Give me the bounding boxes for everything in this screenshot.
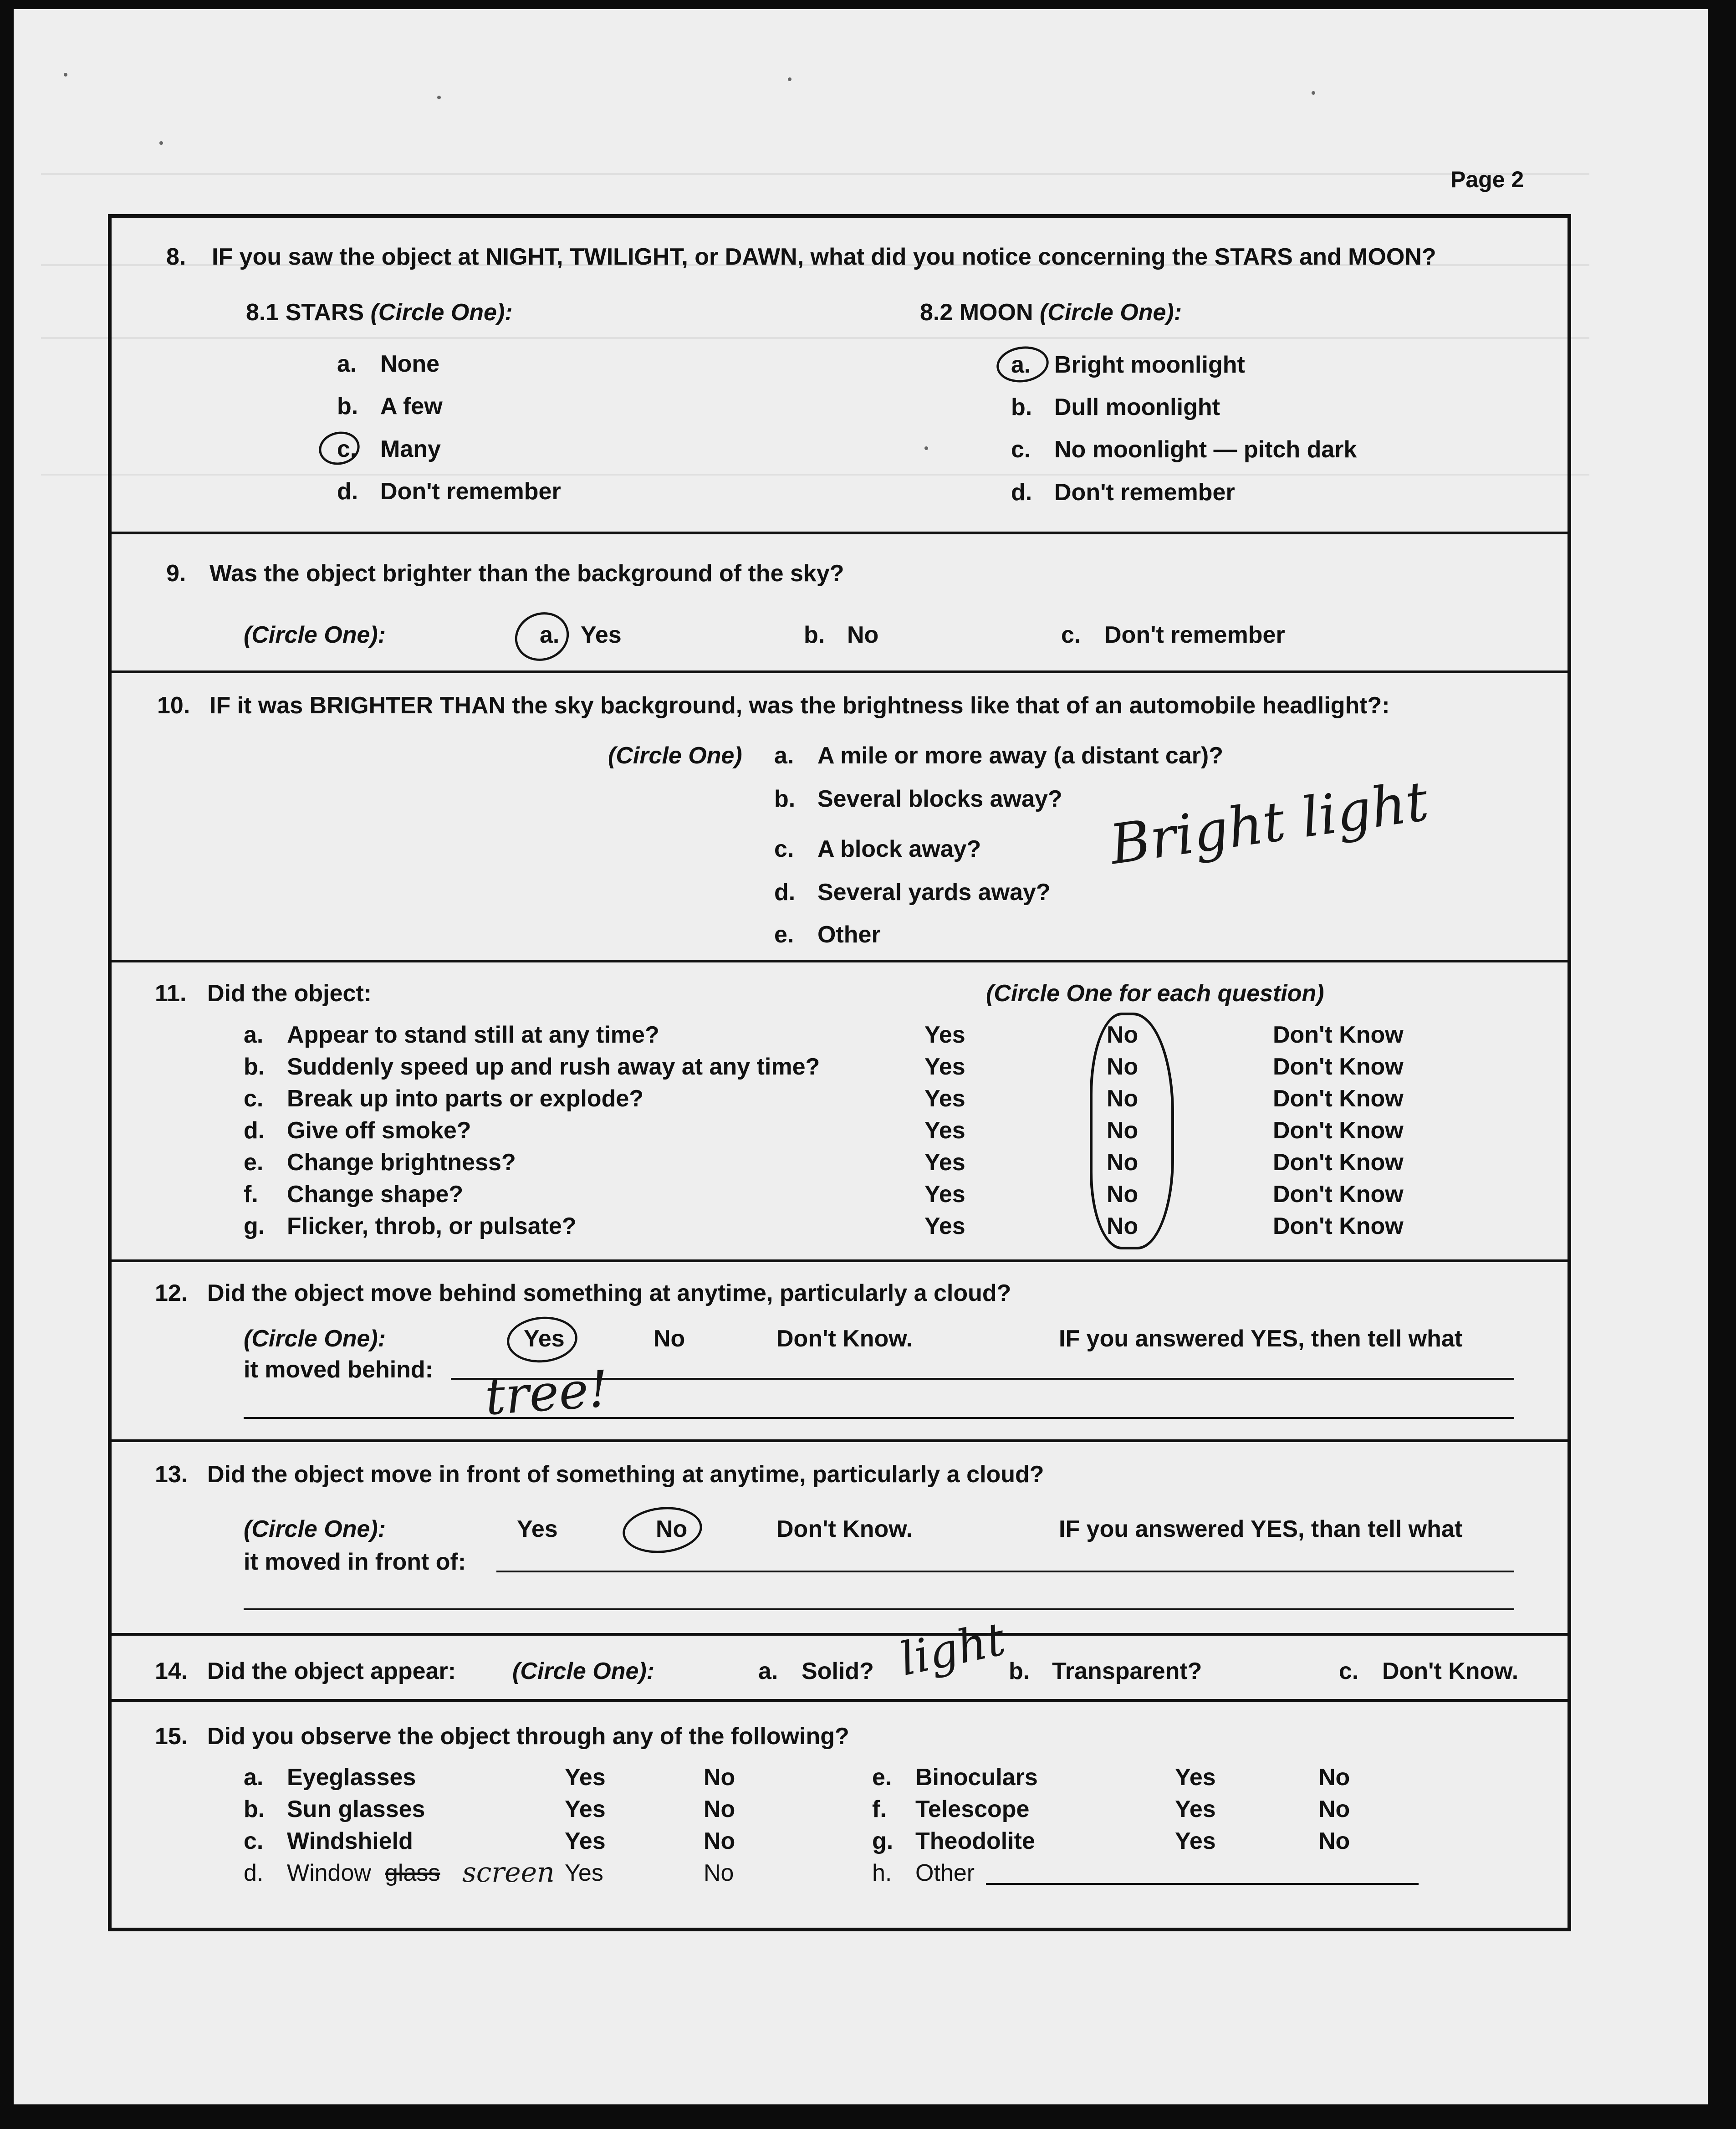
question-13 [112,1442,1568,1636]
q15-d-label: Window [287,1860,371,1886]
moon-a-answer-circle [994,343,1051,385]
q8-stars-heading: 8.1 STARS (Circle One): [246,299,513,326]
q9-c-option[interactable]: Don't remember [1104,622,1285,648]
q12-instruction: (Circle One): [244,1326,386,1352]
q12-yes-answer-circle [505,1314,579,1365]
moon-c-letter: c. [1011,436,1031,463]
q11-f-yes[interactable]: Yes [924,1181,965,1208]
stars-c-letter: c. [337,436,357,462]
question-9 [112,534,1568,673]
q13-no[interactable]: No [656,1516,688,1542]
q9-a-option[interactable]: Yes [581,622,622,648]
q13-instruction: (Circle One): [244,1516,386,1542]
q11-f-question: Change shape? [287,1181,464,1208]
q15-e-no[interactable]: No [1318,1764,1350,1791]
q9-a-answer-circle [508,605,576,669]
q11-d-question: Give off smoke? [287,1117,471,1144]
q15-c-label: Windshield [287,1828,413,1854]
q11-f-dontknow[interactable]: Don't Know [1273,1181,1404,1208]
q10-d-letter: d. [774,879,796,906]
q9-c-letter: c. [1061,622,1081,648]
q11-c-no[interactable]: No [1107,1085,1139,1112]
q15-e-yes[interactable]: Yes [1175,1764,1216,1791]
stars-a-option[interactable]: None [380,351,439,377]
q11-d-letter: d. [244,1117,265,1144]
q13-moved-front-label: it moved in front of: [244,1549,466,1575]
moon-d-option[interactable]: Don't remember [1054,479,1235,506]
q10-e-letter: e. [774,921,794,948]
q15-b-no[interactable]: No [704,1796,735,1822]
q9-b-letter: b. [804,622,825,648]
q11-c-letter: c. [244,1085,264,1112]
q15-h-other-line[interactable] [986,1883,1419,1885]
q11-b-letter: b. [244,1054,265,1080]
question-10 [112,673,1568,962]
q14-b-letter: b. [1009,1658,1030,1684]
q10-a-letter: a. [774,742,794,769]
moon-a-letter: a. [1011,352,1031,378]
q11-e-no[interactable]: No [1107,1149,1139,1176]
q9-number: 9. [166,560,186,587]
question-12 [112,1262,1568,1442]
q11-a-question: Appear to stand still at any time? [287,1022,659,1048]
q15-a-yes[interactable]: Yes [565,1764,606,1791]
q10-handwritten-note: Bright light [1106,769,1432,877]
q15-a-no[interactable]: No [704,1764,735,1791]
q11-c-question: Break up into parts or explode? [287,1085,644,1112]
q11-f-no[interactable]: No [1107,1181,1139,1208]
q11-a-letter: a. [244,1022,264,1048]
q15-c-yes[interactable]: Yes [565,1828,606,1854]
q10-c-option[interactable]: A block away? [817,836,981,862]
q13-text: Did the object move in front of something at anytime, particularly a cloud? [207,1461,1044,1488]
q13-if-yes-text: IF you answered YES, than tell what [1059,1516,1463,1542]
q14-instruction: (Circle One): [512,1658,655,1684]
q14-a-letter: a. [758,1658,778,1684]
q11-b-yes[interactable]: Yes [924,1054,965,1080]
q12-dontknow[interactable]: Don't Know. [776,1326,913,1352]
q11-d-no[interactable]: No [1107,1117,1139,1144]
q11-b-no[interactable]: No [1107,1054,1139,1080]
q15-f-yes[interactable]: Yes [1175,1796,1216,1822]
moon-b-letter: b. [1011,394,1032,420]
moon-d-letter: d. [1011,479,1032,506]
q15-h-label: Other [915,1860,975,1886]
q11-a-no[interactable]: No [1107,1022,1139,1048]
stars-d-option[interactable]: Don't remember [380,478,561,505]
q10-number: 10. [157,692,190,719]
q10-e-option[interactable]: Other [817,921,881,948]
question-14 [112,1612,1568,1702]
q15-g-no[interactable]: No [1318,1828,1350,1854]
question-11 [112,962,1568,1262]
q11-g-question: Flicker, throb, or pulsate? [287,1213,577,1239]
q12-answer-line-1[interactable] [451,1378,1514,1380]
stars-d-letter: d. [337,478,358,505]
q14-number: 14. [155,1658,188,1684]
q11-g-yes[interactable]: Yes [924,1213,965,1239]
q10-c-letter: c. [774,836,794,862]
q10-a-option[interactable]: A mile or more away (a distant car)? [817,742,1224,769]
q12-text: Did the object move behind something at anytime, particularly a cloud? [207,1280,1011,1306]
q15-b-yes[interactable]: Yes [565,1796,606,1822]
q15-d-struck-word: glass [385,1860,440,1886]
q15-text: Did you observe the object through any of the following? [207,1723,849,1750]
q15-f-label: Telescope [915,1796,1030,1822]
q15-e-letter: e. [872,1764,892,1791]
q13-answer-line-2[interactable] [244,1608,1514,1610]
page-number: Page 2 [1450,167,1524,192]
q11-e-yes[interactable]: Yes [924,1149,965,1176]
q15-b-label: Sun glasses [287,1796,425,1822]
q12-number: 12. [155,1280,188,1306]
q14-c-option[interactable]: Don't Know. [1382,1658,1519,1684]
q11-e-dontknow[interactable]: Don't Know [1273,1149,1404,1176]
q10-instruction: (Circle One) [608,742,742,769]
q11-f-letter: f. [244,1181,258,1208]
q11-instruction: (Circle One for each question) [986,980,1324,1007]
q11-d-dontknow[interactable]: Don't Know [1273,1117,1404,1144]
q14-text: Did the object appear: [207,1658,456,1684]
q15-f-letter: f. [872,1796,887,1822]
q11-a-dontknow[interactable]: Don't Know [1273,1022,1404,1048]
moon-b-option[interactable]: Dull moonlight [1054,394,1220,420]
q9-b-option[interactable]: No [847,622,879,648]
stars-b-letter: b. [337,393,358,420]
question-15 [112,1702,1568,1935]
q15-d-letter: d. [244,1860,264,1886]
q15-d-handwritten-correction: screen [462,1857,555,1888]
q8-number: 8. [166,244,186,270]
q8-text: IF you saw the object at NIGHT, TWILIGHT, or DAWN, what did you notice concerning the STARS and MOON? [212,244,1436,270]
stars-a-letter: a. [337,351,357,377]
q12-moved-behind-label: it moved behind: [244,1356,433,1383]
q11-d-yes[interactable]: Yes [924,1117,965,1144]
q15-g-label: Theodolite [915,1828,1035,1854]
q15-d-yes[interactable]: Yes [565,1860,603,1886]
stars-c-answer-circle [316,428,363,468]
q15-a-letter: a. [244,1764,264,1791]
q15-g-letter: g. [872,1828,894,1854]
q15-h-letter: h. [872,1860,892,1886]
stars-c-option[interactable]: Many [380,436,441,462]
q10-d-option[interactable]: Several yards away? [817,879,1051,906]
q11-c-yes[interactable]: Yes [924,1085,965,1112]
q11-g-no[interactable]: No [1107,1213,1139,1239]
q15-f-no[interactable]: No [1318,1796,1350,1822]
q14-handwritten-note: light [895,1612,1010,1686]
q11-g-dontknow[interactable]: Don't Know [1273,1213,1404,1239]
q9-a-letter: a. [540,622,560,648]
q11-g-letter: g. [244,1213,265,1239]
q13-no-answer-circle [620,1503,704,1557]
q11-b-question: Suddenly speed up and rush away at any time? [287,1054,820,1080]
q13-answer-line-1[interactable] [496,1571,1514,1572]
q13-yes[interactable]: Yes [517,1516,558,1542]
q11-e-letter: e. [244,1149,264,1176]
q12-if-yes-text: IF you answered YES, then tell what [1059,1326,1463,1352]
q15-number: 15. [155,1723,188,1750]
q14-b-option[interactable]: Transparent? [1052,1658,1202,1684]
q11-b-dontknow[interactable]: Don't Know [1273,1054,1404,1080]
q12-handwritten-answer: tree! [483,1359,611,1427]
q9-instruction: (Circle One): [244,622,386,648]
q8-moon-heading: 8.2 MOON (Circle One): [920,299,1182,326]
q14-c-letter: c. [1339,1658,1359,1684]
q10-text: IF it was BRIGHTER THAN the sky background, was the brightness like that of an automobile headlight?: [209,692,1390,719]
q11-number: 11. [155,980,187,1007]
q15-b-letter: b. [244,1796,265,1822]
q15-a-label: Eyeglasses [287,1764,416,1791]
q15-g-yes[interactable]: Yes [1175,1828,1216,1854]
questionnaire-form [108,214,1571,1931]
q11-c-dontknow[interactable]: Don't Know [1273,1085,1404,1112]
q14-a-option[interactable]: Solid? [802,1658,874,1684]
q12-yes[interactable]: Yes [524,1326,565,1352]
moon-a-option[interactable]: Bright moonlight [1054,352,1245,378]
q9-text: Was the object brighter than the background of the sky? [209,560,844,587]
q10-b-option[interactable]: Several blocks away? [817,786,1062,812]
q15-d-no[interactable]: No [704,1860,734,1886]
q11-e-question: Change brightness? [287,1149,516,1176]
q11-no-answer-loop [1090,1013,1174,1249]
q11-text: Did the object: [207,980,372,1007]
question-8 [112,218,1568,534]
q13-dontknow[interactable]: Don't Know. [776,1516,913,1542]
q10-b-letter: b. [774,786,796,812]
stars-b-option[interactable]: A few [380,393,443,420]
q13-number: 13. [155,1461,188,1488]
q15-c-letter: c. [244,1828,264,1854]
q11-a-yes[interactable]: Yes [924,1022,965,1048]
q15-c-no[interactable]: No [704,1828,735,1854]
q15-e-label: Binoculars [915,1764,1038,1791]
q12-answer-line-2[interactable] [244,1417,1514,1419]
q12-no[interactable]: No [654,1326,685,1352]
moon-c-option[interactable]: No moonlight — pitch dark [1054,436,1357,463]
